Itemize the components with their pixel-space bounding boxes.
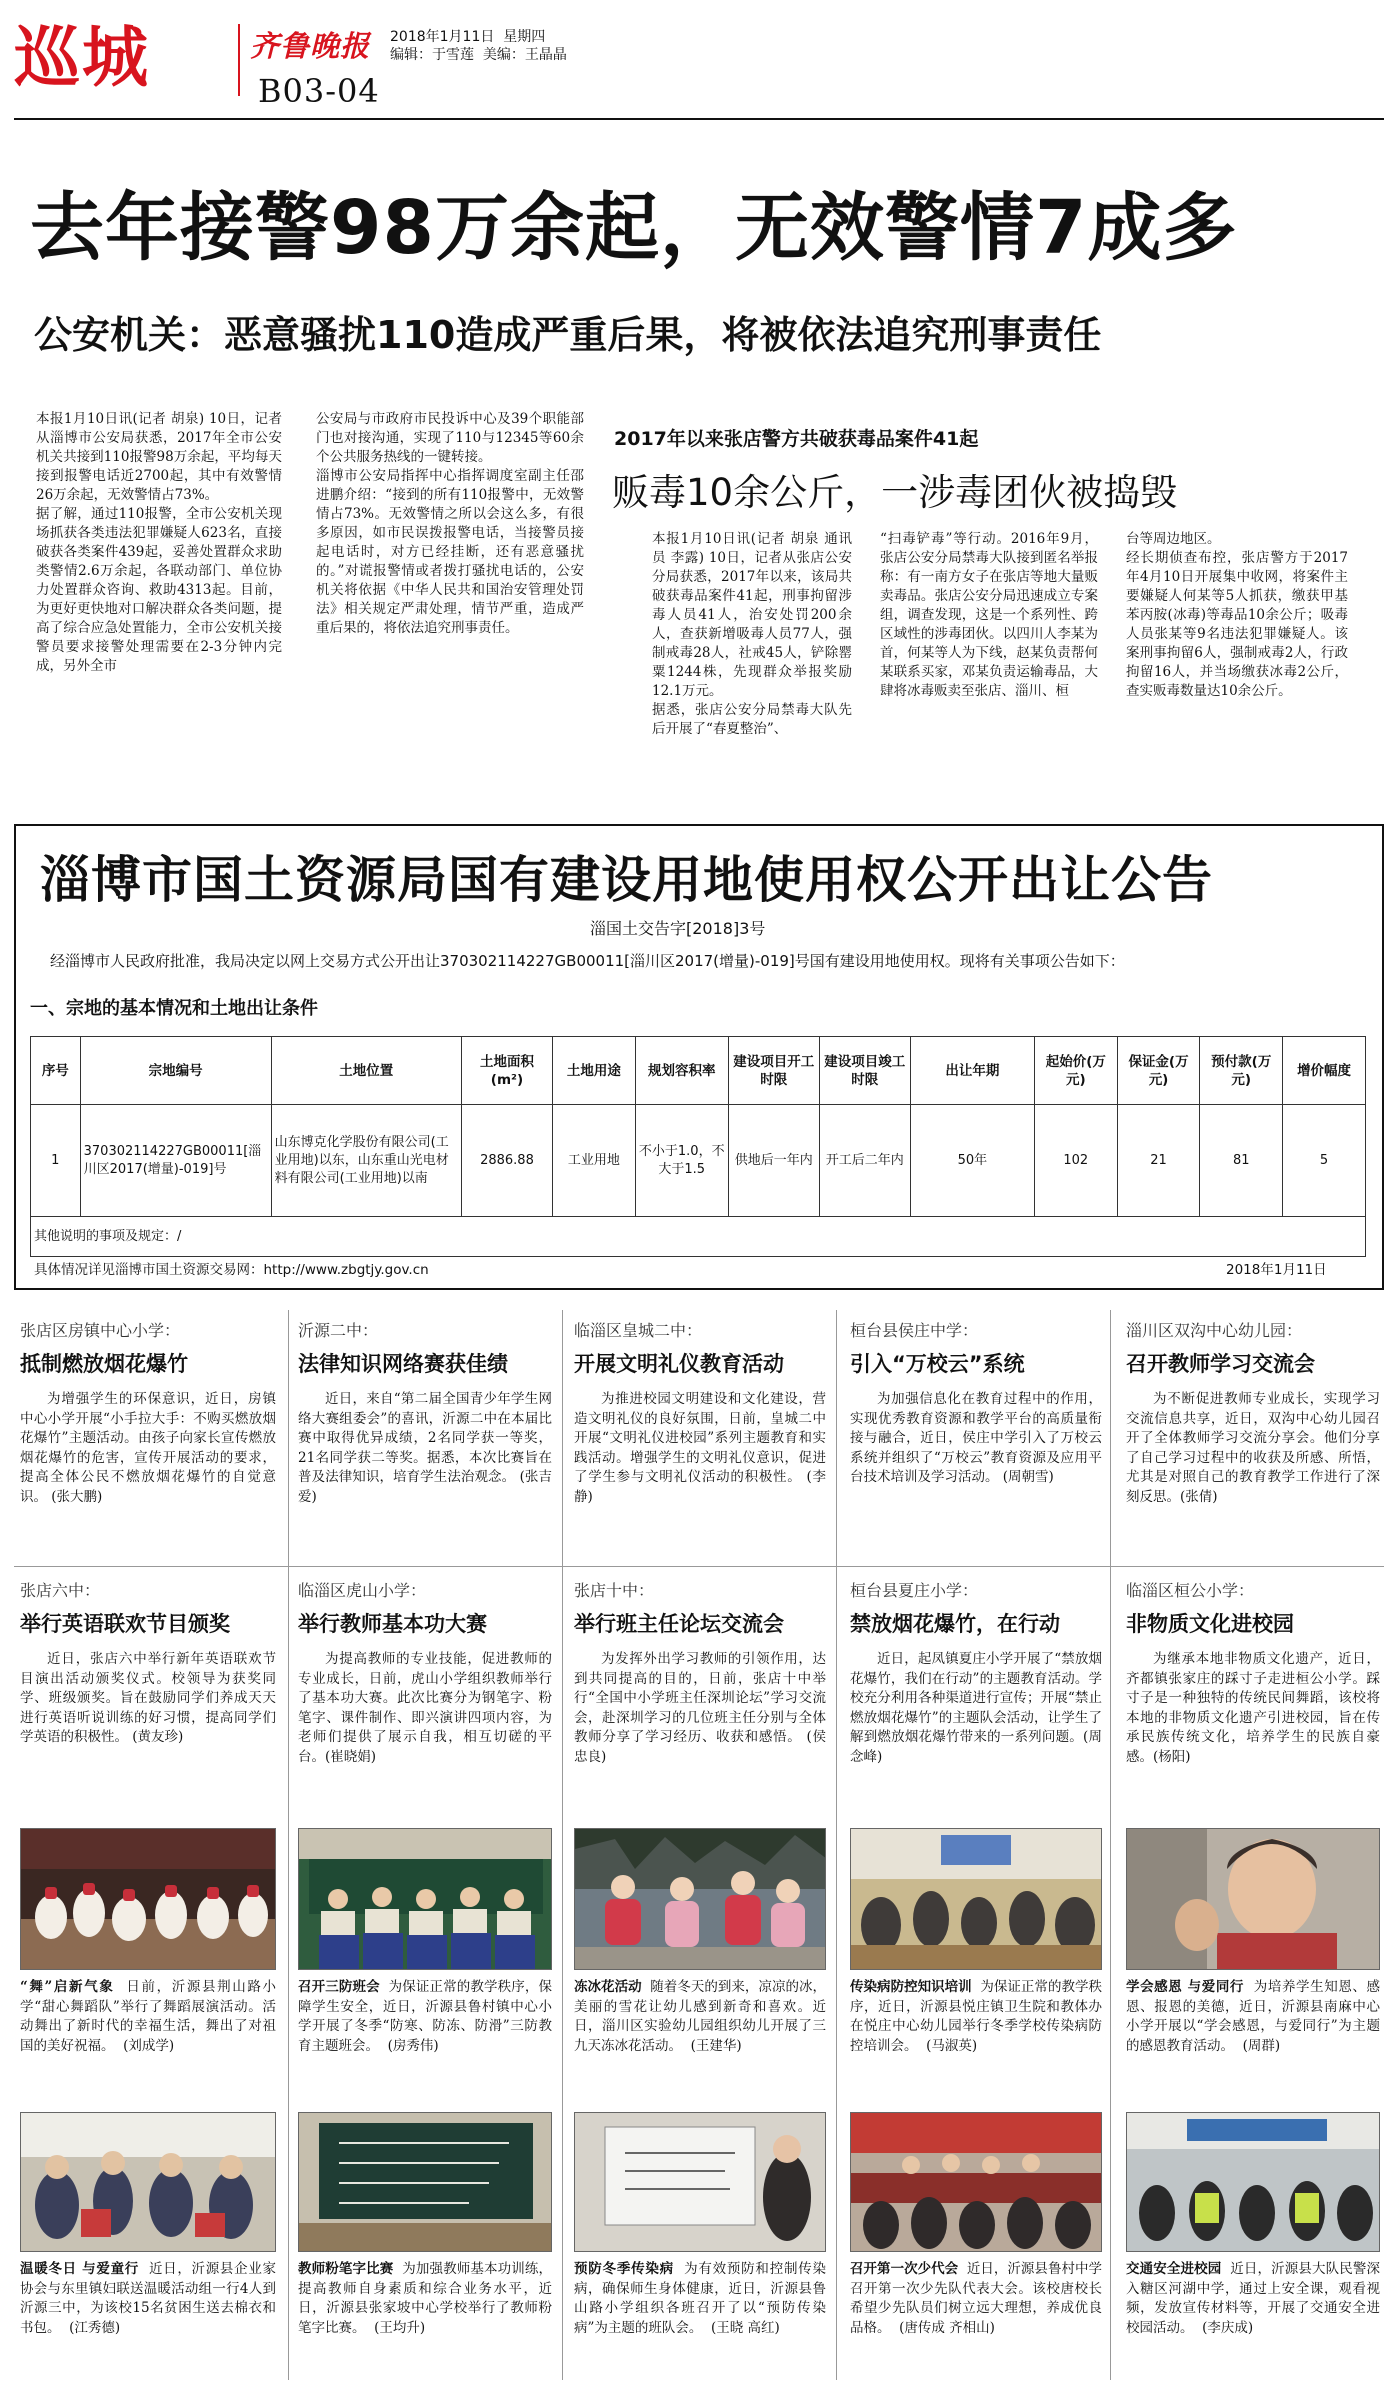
brief-title: 举行教师基本功大赛 — [298, 1612, 487, 1636]
caption-author: (王晓 高红) — [711, 2319, 780, 2336]
notice-title: 淄博市国土资源局国有建设用地使用权公开出让公告 — [40, 850, 1213, 909]
brief-title: 举行班主任论坛交流会 — [574, 1612, 784, 1636]
photo-caption — [20, 1978, 276, 2118]
brief-title: 法律知识网络赛获佳绩 — [298, 1352, 508, 1376]
brief-title: 开展文明礼仪教育活动 — [574, 1352, 784, 1376]
caption-author: (王建华) — [690, 2037, 742, 2054]
table-header: 土地位置 — [271, 1037, 461, 1105]
issue-date: 2018年1月11日 星期四 — [390, 29, 546, 45]
photo-class-meeting — [298, 1828, 552, 1970]
drug-column-1: 本报1月10日讯(记者 胡泉 通讯员 李露) 10日，记者从张店公安分局获悉，2017年以来，该局共破获毒品案件41起，刑事拘留涉毒人员41人，治安处罚200余人，查获新增吸毒人员77人，强制戒毒28人，社戒45人，铲除罂粟1244株，先现群众举报奖励12.1万元。 据悉，张店公安分局禁毒大队先后开展了“春夏整治”、 — [652, 531, 852, 737]
caption-text: 近日，沂源县大队民警深入糖区河湖中学，通过上安全课，观看视频，发放宣传材料等，开展了交通安全进校园活动。 — [1126, 2261, 1380, 2336]
table-cell: 供地后一年内 — [728, 1105, 819, 1217]
caption-author: (江秀德) — [69, 2319, 121, 2336]
caption-text: 为保证正常的教学秩序，保障学生安全，近日，沂源县鲁村镇中心小学开展了冬季“防寒、防冻、防滑”三防教育主题班会。 — [298, 1979, 552, 2054]
photo-traffic-safety — [1126, 2112, 1380, 2252]
photo-gratitude-portrait — [1126, 1828, 1380, 1970]
column-rule — [288, 1310, 289, 2380]
caption-title: 冻冰花活动 — [574, 1979, 642, 1995]
caption-author: (唐传成 齐相山) — [899, 2319, 995, 2336]
caption-author: (李庆成) — [1202, 2319, 1254, 2336]
table-header: 增价幅度 — [1283, 1037, 1366, 1105]
brief-school: 临淄区虎山小学： — [298, 1581, 427, 1600]
table-note-row — [31, 1217, 1366, 1257]
drug-headline: 贩毒10余公斤，一涉毒团伙被捣毁 — [612, 471, 1178, 514]
masthead-divider — [238, 24, 240, 96]
notice-intro: 经淄博市人民政府批准，我局决定以网上交易方式公开出让370302114227GB00011[淄川区2017(增量)-019]号国有建设用地使用权。现将有关事项公告如下： — [50, 952, 1125, 970]
caption-text: 近日，沂源县鲁村中学召开第一次少先队代表大会。该校唐校长希望少先队员们树立远大理想，养成优良品格。 — [850, 2261, 1102, 2336]
notice-footer-link: 具体情况详见淄博市国土资源交易网：http://www.zbgtjy.gov.cn — [34, 1262, 429, 1278]
caption-title: 预防冬季传染病 — [574, 2261, 674, 2277]
caption-text: 为培养学生知恩、感恩、报恩的美德，近日，沂源县南麻中心小学开展以“学会感恩，与爱同行”为主题的感恩教育活动。 — [1126, 1979, 1380, 2054]
caption-text: 近日，沂源县企业家协会与东里镇妇联送温暖活动组一行4人到沂源三中，为该校15名贫困生送去棉衣和书包。 — [20, 2261, 276, 2336]
brief-body: 近日，起凤镇夏庄小学开展了“禁放烟花爆竹，我们在行动”的主题教育活动。学校充分利用各种渠道进行宣传；开展“禁止燃放烟花爆竹”的主题队会活动，让学生了解到燃放烟花爆竹带来的一系列问题。(周念峰) — [850, 1651, 1102, 1765]
table-cell: 50年 — [910, 1105, 1034, 1217]
land-table — [30, 1036, 1366, 1257]
table-cell: 2886.88 — [461, 1105, 552, 1217]
brief-school: 张店区房镇中心小学： — [20, 1321, 181, 1340]
photo-ice-flower — [574, 1828, 826, 1970]
photo-chalk-contest — [298, 2112, 552, 2252]
brief-body: 为不断促进教师专业成长，实现学习交流信息共享，近日，双沟中心幼儿园召开了全体教师学习交流分享会。他们分享了自己学习过程中的收获及所感、所悟，尤其是对照自己的教育教学工作进行了深刻反思。(张倩) — [1126, 1391, 1380, 1505]
caption-author: (房秀伟) — [387, 2037, 439, 2054]
photo-dance-performance — [20, 1828, 276, 1970]
table-cell: 5 — [1283, 1105, 1366, 1217]
column-rule — [562, 1310, 563, 2380]
table-cell: 102 — [1034, 1105, 1117, 1217]
caption-title: 温暖冬日 与爱童行 — [20, 2261, 139, 2277]
caption-text: 为有效预防和控制传染病，确保师生身体健康，近日，沂源县鲁山路小学组织各班召开了以“预防传染病”为主题的班队会。 — [574, 2261, 826, 2336]
caption-author: (马淑英) — [926, 2037, 978, 2054]
table-note: 其他说明的事项及规定：/ — [31, 1217, 1366, 1257]
table-cell: 工业用地 — [552, 1105, 635, 1217]
row-rule — [14, 1566, 1384, 1567]
table-cell: 开工后二年内 — [819, 1105, 910, 1217]
brief-body: 为提高教师的专业技能，促进教师的专业成长，日前，虎山小学组织教师举行了基本功大赛。此次比赛分为钢笔字、粉笔字、课件制作、即兴演讲四项内容，为老师们提供了展示自我，相互切磋的平台。(崔晓娟) — [298, 1651, 552, 1765]
caption-title: 交通安全进校园 — [1126, 2261, 1222, 2277]
table-row — [31, 1105, 1366, 1217]
caption-title: 教师粉笔字比赛 — [298, 2261, 394, 2277]
caption-author: (周群) — [1242, 2037, 1281, 2054]
caption-text: 日前，沂源县荆山路小学“甜心舞蹈队”举行了舞蹈展演活动。活动舞出了新时代的幸福生活，舞出了对祖国的美好祝福。 — [20, 1979, 276, 2054]
brief-body: 为继承本地非物质文化遗产，近日，齐都镇张家庄的踩寸子走进桓公小学。踩寸子是一种独特的传统民间舞蹈，该校将本地的非物质文化遗产引进校园，旨在传承民族传统文化，培养学生的民族自豪感。(杨阳) — [1126, 1651, 1380, 1765]
brief-title: 非物质文化进校园 — [1126, 1612, 1294, 1636]
photo-caption — [20, 2260, 276, 2380]
photo-caption — [1126, 2260, 1380, 2380]
table-header: 土地用途 — [552, 1037, 635, 1105]
photo-caption — [850, 1978, 1102, 2118]
issue-editors: 编辑：于雪莲 美编：王晶晶 — [390, 47, 567, 63]
photo-caption — [1126, 1978, 1380, 2118]
table-cell: 370302114227GB00011[淄川区2017(增量)-019]号 — [80, 1105, 271, 1217]
notice-section-heading: 一、宗地的基本情况和土地出让条件 — [30, 998, 318, 1019]
lead-subhead: 公安机关：恶意骚扰110造成严重后果，将被依法追究刑事责任 — [34, 313, 1102, 357]
brief-title: 召开教师学习交流会 — [1126, 1352, 1315, 1376]
brief-school: 桓台县侯庄中学： — [850, 1321, 979, 1340]
table-header: 宗地编号 — [80, 1037, 271, 1105]
brief-school: 沂源二中： — [298, 1321, 379, 1340]
brief-body: 为增强学生的环保意识，近日，房镇中心小学开展“小手拉大手：不购买燃放烟花爆竹”主题活动。由孩子向家长宣传燃放烟花爆竹的危害，宣传开展活动的要求，提高全体公民不燃放烟花爆竹的自觉意识。 (张大鹏) — [20, 1391, 276, 1505]
table-header: 起始价(万元) — [1034, 1037, 1117, 1105]
table-cell: 1 — [31, 1105, 81, 1217]
table-header: 土地面积(m²) — [461, 1037, 552, 1105]
notice-docno: 淄国土交告字[2018]3号 — [590, 919, 766, 938]
caption-author: (刘成学) — [123, 2037, 175, 2054]
table-header: 出让年期 — [910, 1037, 1034, 1105]
photo-caption — [574, 1978, 826, 2118]
photo-disease-prevention — [574, 2112, 826, 2252]
table-header: 保证金(万元) — [1117, 1037, 1200, 1105]
caption-title: 传染病防控知识培训 — [850, 1979, 972, 1995]
brief-body: 为推进校园文明建设和文化建设，营造文明礼仪的良好氛围，日前，皇城二中开展“文明礼仪进校园”系列主题教育和实践活动。增强学生的文明礼仪意识，促进了学生参与文明礼仪活动的积极性。 (李静) — [574, 1391, 826, 1505]
page-number: B03-04 — [258, 72, 380, 110]
table-header: 规划容积率 — [635, 1037, 728, 1105]
table-cell: 21 — [1117, 1105, 1200, 1217]
lead-column-2: 公安局与市政府市民投诉中心及39个职能部门也对接沟通，实现了110与12345等60余个公共服务热线的一键转接。 淄博市公安局指挥中心指挥调度室副主任邵进鹏介绍：“接到的所有110报警中，无效警情占73%。无效警情之所以会这么多，有很多原因，如市民误拨报警电话，当接警员接起电话时，对方已经挂断，还有恶意骚扰的。”对谎报警情或者拨打骚扰电话的，公安机关将依据《中华人民共和国治安管理处罚法》相关规定严肃处理，情节严重，造成严重后果的，将依法追究刑事责任。 — [316, 411, 584, 636]
caption-text: 随着冬天的到来，凉凉的冰，美丽的雪花让幼儿感到新奇和喜欢。近日，淄川区实验幼儿园组织幼儿开展了三九天冻冰花活动。 — [574, 1979, 826, 2054]
photo-young-pioneers — [850, 2112, 1102, 2252]
table-header: 建设项目开工时限 — [728, 1037, 819, 1105]
masthead-rule — [14, 118, 1384, 120]
table-header: 建设项目竣工时限 — [819, 1037, 910, 1105]
caption-title: 学会感恩 与爱同行 — [1126, 1979, 1245, 1995]
notice-footer-date: 2018年1月11日 — [1226, 1262, 1327, 1278]
photo-caption — [574, 2260, 826, 2380]
brief-school: 淄川区双沟中心幼儿园： — [1126, 1321, 1303, 1340]
caption-title: “舞”启新气象 — [20, 1979, 115, 1995]
caption-title: 召开三防班会 — [298, 1979, 380, 1995]
brief-title: 举行英语联欢节目颁奖 — [20, 1612, 230, 1636]
photo-training-session — [850, 1828, 1102, 1970]
brief-body: 近日，张店六中举行新年英语联欢节目演出活动颁奖仪式。校领导为获奖同学、班级颁奖。旨在鼓励同学们养成天天进行英语听说训练的好习惯，提高同学们学英语的积极性。 (黄友珍) — [20, 1651, 276, 1745]
photo-caption — [298, 1978, 552, 2118]
photo-warm-winter — [20, 2112, 276, 2252]
table-cell: 81 — [1200, 1105, 1283, 1217]
brief-school: 张店十中： — [574, 1581, 655, 1600]
caption-text: 为保证正常的教学秩序，近日，沂源县悦庄镇卫生院和教体办在悦庄中心幼儿园举行冬季学校传染病防控培训会。 — [850, 1979, 1102, 2054]
table-cell: 山东博克化学股份有限公司(工业用地)以东，山东重山光电材料有限公司(工业用地)以南 — [271, 1105, 461, 1217]
brief-body: 为发挥外出学习教师的引领作用，达到共同提高的目的，日前，张店十中举行“全国中小学班主任深圳论坛”学习交流会，赴深圳学习的几位班主任分别与全体教师分享了学习经历、收获和感悟。 (侯忠良) — [574, 1651, 826, 1765]
brief-school: 张店六中： — [20, 1581, 101, 1600]
table-header-row — [31, 1037, 1366, 1105]
paper-logo: 齐鲁晚报 — [250, 29, 371, 63]
table-header: 预付款(万元) — [1200, 1037, 1283, 1105]
table-header: 序号 — [31, 1037, 81, 1105]
brief-title: 引入“万校云”系统 — [850, 1352, 1025, 1376]
lead-headline: 去年接警98万余起，无效警情7成多 — [30, 185, 1238, 271]
caption-text: 为加强教师基本功训练，提高教师自身素质和综合业务水平，近日，沂源县张家坡中心学校举行了教师粉笔字比赛。 — [298, 2261, 552, 2336]
column-rule — [1110, 1310, 1111, 2380]
section-title: 巡城 — [14, 19, 150, 96]
brief-title: 禁放烟花爆竹，在行动 — [850, 1612, 1060, 1636]
brief-body: 为加强信息化在教育过程中的作用，实现优秀教育资源和教学平台的高质量衔接与融合，近日，侯庄中学引入了万校云系统并组织了“万校云”教育资源及应用平台技术培训及学习活动。 (周朝雪) — [850, 1391, 1102, 1485]
brief-school: 桓台县夏庄小学： — [850, 1581, 979, 1600]
caption-author: (王均升) — [374, 2319, 426, 2336]
photo-caption — [298, 2260, 552, 2380]
table-cell: 不小于1.0，不大于1.5 — [635, 1105, 728, 1217]
brief-school: 临淄区皇城二中： — [574, 1321, 703, 1340]
lead-column-1: 本报1月10日讯(记者 胡泉) 10日，记者从淄博市公安局获悉，2017年全市公安机关共接到110报警98万余起，平均每天接到报警电话近2700起，其中有效警情26万余起，无效警情占73%。 据了解，通过110报警，全市公安机关现场抓获各类违法犯罪嫌疑人623名，直接破获各类案件439起，妥善处置群众求助类警情2.6万余起，各联动部门、单位协力处置群众咨询、救助4313起。目前，为更好更快地对口解决群众各类问题，提高了综合应急处置能力，全市公安机关接警员要求接警处理需要在2-3分钟内完成，另外全市 — [36, 411, 282, 674]
column-rule — [836, 1310, 837, 2380]
drug-column-3: 台等周边地区。 经长期侦查布控，张店警方于2017年4月10日开展集中收网，将案件主要嫌疑人何某等5人抓获，缴获甲基苯丙胺(冰毒)等毒品10余公斤；吸毒人员张某等9名违法犯罪嫌疑人。该案刑事拘留6人，强制戒毒2人，行政拘留16人，并当场缴获冰毒2公斤，查实贩毒数量达10余公斤。 — [1126, 531, 1348, 699]
brief-title: 抵制燃放烟花爆竹 — [20, 1352, 188, 1376]
caption-title: 召开第一次少代会 — [850, 2261, 959, 2277]
drug-kicker: 2017年以来张店警方共破获毒品案件41起 — [614, 428, 979, 450]
photo-caption — [850, 2260, 1102, 2380]
drug-column-2: “扫毒铲毒”等行动。2016年9月，张店公安分局禁毒大队接到匿名举报称：有一南方女子在张店等地大量贩卖毒品。张店公安分局迅速成立专案组，调查发现，这是一个系列性、跨区域性的涉毒团伙。以四川人李某为首，何某等人为下线，赵某负责帮何某联系买家，邓某负责运输毒品，大肆将冰毒贩卖至张店、淄川、桓 — [880, 531, 1098, 699]
brief-school: 临淄区桓公小学： — [1126, 1581, 1255, 1600]
brief-body: 近日，来自“第二届全国青少年学生网络大赛组委会”的喜讯，沂源二中在本届比赛中取得优异成绩，2名同学获一等奖，21名同学获二等奖。据悉，本次比赛旨在普及法律知识，培育学生法治观念。 (张吉爱) — [298, 1391, 552, 1505]
